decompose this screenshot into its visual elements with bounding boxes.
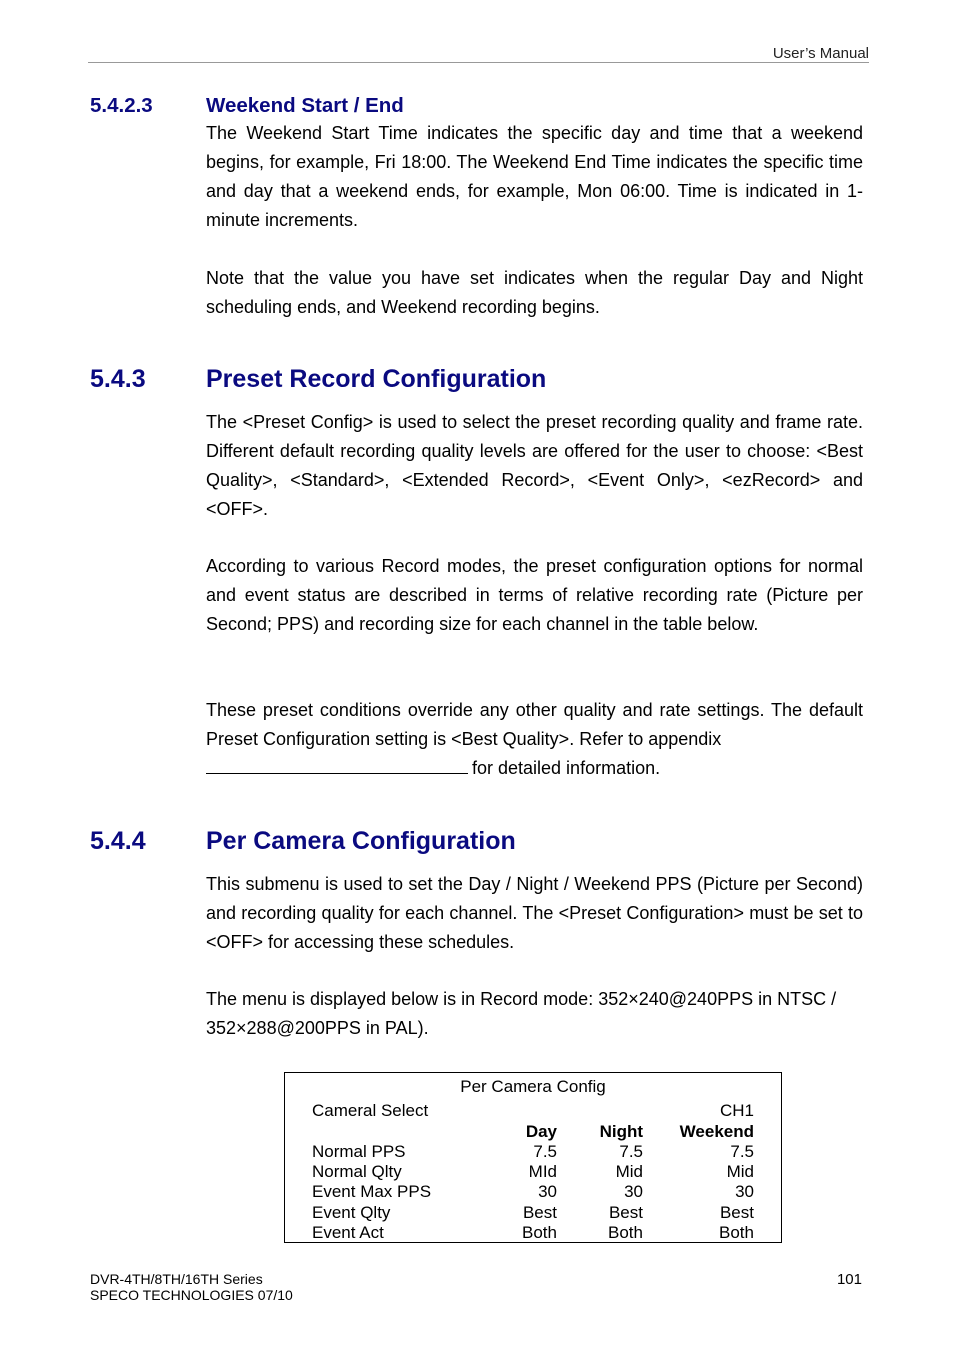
menu-title: Per Camera Config	[460, 1077, 606, 1096]
preset-paragraph-3-tail: for detailed information.	[472, 758, 661, 778]
preset-paragraph-3-text: These preset conditions override any other quality and rate settings. The default Preset Configuration setting is <Best Quality>. Refer to appendix	[206, 700, 863, 749]
night-value[interactable]: 30	[624, 1182, 643, 1201]
weekend-value[interactable]: Mid	[726, 1162, 754, 1181]
column-header-row	[312, 1122, 754, 1142]
section-title: Preset Record Configuration	[206, 365, 547, 393]
day-value[interactable]: MId	[528, 1162, 557, 1181]
camera-select-value[interactable]: CH1	[719, 1101, 754, 1120]
footer-series: DVR-4TH/8TH/16TH Series	[90, 1271, 263, 1287]
night-value[interactable]: 7.5	[619, 1142, 643, 1161]
preset-paragraph-2: According to various Record modes, the preset configuration options for normal and event status are described in terms of relative recording rate (Picture per Second; PPS) and recording size for each channel in the table below.	[206, 556, 863, 634]
night-value[interactable]: Best	[608, 1203, 643, 1222]
menu-row[interactable]	[312, 1223, 754, 1243]
section-number: 5.4.2.3	[90, 94, 153, 117]
section-title: Per Camera Configuration	[206, 827, 516, 855]
menu-row[interactable]	[312, 1182, 754, 1202]
preset-paragraph-3	[206, 696, 863, 783]
header-rule	[88, 62, 869, 63]
section-number: 5.4.3	[90, 365, 146, 393]
header-manual-label: User’s Manual	[772, 45, 869, 62]
per-camera-config-menu	[284, 1072, 782, 1243]
row-label: Event Act	[312, 1223, 384, 1242]
night-value[interactable]: Both	[608, 1223, 643, 1242]
night-value[interactable]: Mid	[615, 1162, 643, 1181]
weekend-value[interactable]: Best	[719, 1203, 754, 1222]
column-header-weekend: Weekend	[679, 1122, 754, 1141]
weekend-value[interactable]: 30	[735, 1182, 754, 1201]
column-header-day: Day	[525, 1122, 557, 1141]
row-label: Event Max PPS	[312, 1182, 432, 1201]
menu-row[interactable]	[312, 1162, 754, 1182]
camera-select-row[interactable]	[312, 1101, 754, 1121]
day-value[interactable]: Both	[522, 1223, 557, 1242]
appendix-link[interactable]	[206, 755, 468, 774]
day-value[interactable]: 30	[538, 1182, 557, 1201]
percamera-paragraph-1: This submenu is used to set the Day / Night / Weekend PPS (Picture per Second) and recording quality for each channel. The <Preset Configuration> must be set to <OFF> for accessing these schedules.	[206, 874, 863, 952]
row-label: Event Qlty	[312, 1203, 391, 1222]
weekend-paragraph-1: The Weekend Start Time indicates the specific day and time that a weekend begins, for example, Fri 18:00. The Weekend End Time indicates the specific time and day that a weekend ends, for example, Mon 06:00. Time is indicated in 1-minute increments.	[206, 123, 863, 230]
preset-paragraph-1: The <Preset Config> is used to select the preset recording quality and frame rate. Different default recording quality levels are offered for the user to choose: <Best Quality>, <Standard>, <Extended Record>, <Event Only>, <ezRecord> and <OFF>.	[206, 412, 863, 519]
day-value[interactable]: Best	[522, 1203, 557, 1222]
menu-row[interactable]	[312, 1142, 754, 1162]
column-header-night: Night	[599, 1122, 643, 1141]
page-number: 101	[836, 1271, 862, 1288]
weekend-value[interactable]: Both	[719, 1223, 754, 1242]
menu-row[interactable]	[312, 1203, 754, 1223]
section-number: 5.4.4	[90, 827, 146, 855]
footer-left	[90, 1271, 293, 1303]
weekend-value[interactable]: 7.5	[730, 1142, 754, 1161]
percamera-paragraph-2: The menu is displayed below is in Record mode: 352×240@240PPS in NTSC / 352×288@200PPS in PAL).	[206, 989, 837, 1038]
weekend-paragraph-2: Note that the value you have set indicates when the regular Day and Night scheduling ends, and Weekend recording begins.	[206, 268, 863, 317]
section-title: Weekend Start / End	[206, 94, 404, 117]
footer-company: SPECO TECHNOLOGIES 07/10	[90, 1287, 293, 1303]
row-label: Normal PPS	[312, 1142, 406, 1161]
day-value[interactable]: 7.5	[533, 1142, 557, 1161]
row-label: Normal Qlty	[312, 1162, 402, 1181]
camera-select-label: Cameral Select	[312, 1101, 429, 1120]
